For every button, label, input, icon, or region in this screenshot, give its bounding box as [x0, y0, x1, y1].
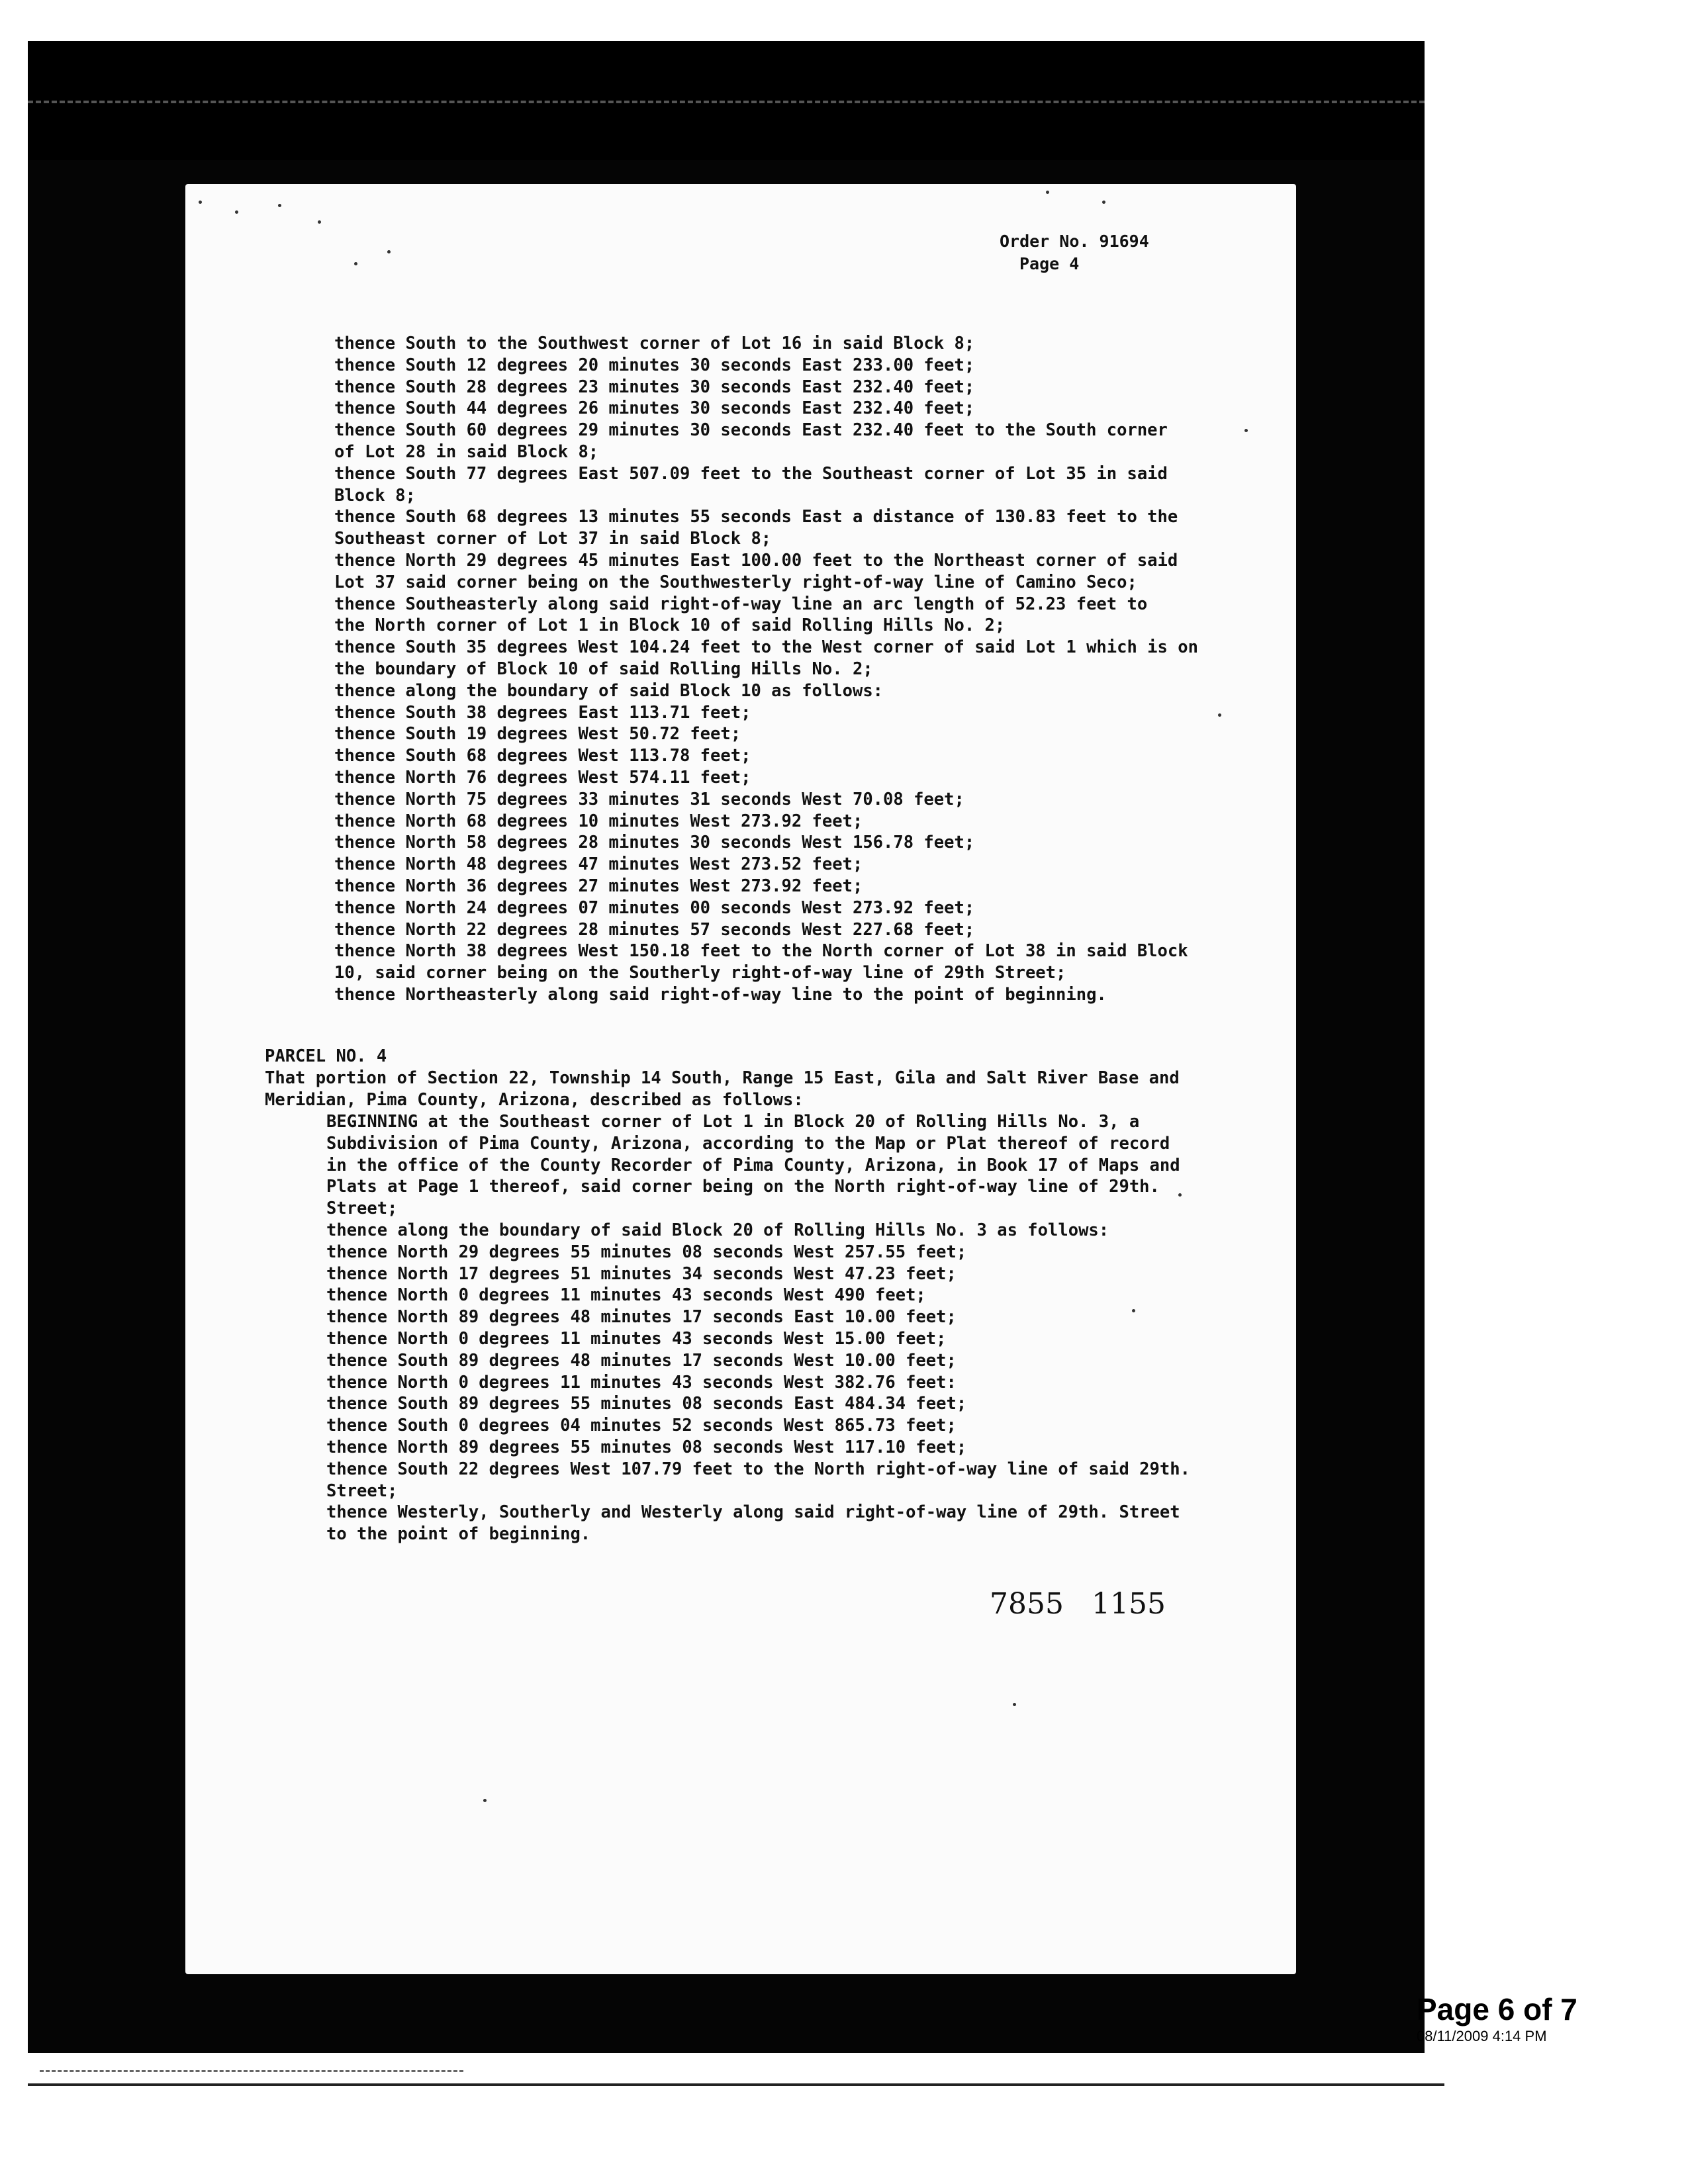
order-number: Order No. 91694 — [1000, 232, 1149, 251]
page-number: Page 4 — [1019, 254, 1080, 273]
recording-number: 7855 1155 — [990, 1587, 1166, 1621]
legal-description-continued: thence South to the Southwest corner of Lot 16 in said Block 8; thence South 12 degrees 20 minutes 30 seconds East 233.00 feet; thence South 28 degrees 23 minutes 30 seconds East 232.40 feet; thence South 44 degrees 26 minutes 30 seconds East 232.40 feet; thence South 60 degrees 29 minutes 30 seconds East 232.40 feet to the South corner of Lot 28 in said Block 8; thence South 77 degrees East 507.09 feet to the Southeast corner of Lot 35 in said Block 8; thence South 68 degrees 13 minutes 55 seconds East a distance of 130.83 feet to the Southeast corner of Lot 37 in said Block 8; thence North 29 degrees 45 minutes East 100.00 feet to the Northeast corner of said Lot 37 said corner being on the Southwesterly right-of-way line of Camino Seco; thence Southeasterly along said right-of-way line an arc length of 52.23 feet to the North corner of Lot 1 in Block 10 of said Rolling Hills No. 2; thence South 35 degrees West 104.24 feet to the West corner of said Lot 1 which is on the boundary of Block 10 of said Rolling Hills No. 2; thence along the boundary of said Block 10 as follows: thence South 38 degrees East 113.71 feet; thence South 19 degrees West 50.72 feet; thence South 68 degrees West 113.78 feet; thence North 76 degrees West 574.11 feet; thence North 75 degrees 33 minutes 31 seconds West 70.08 feet; thence North 68 degrees 10 minutes West 273.92 feet; thence North 58 degrees 28 minutes 30 seconds West 156.78 feet; thence North 48 degrees 47 minutes West 273.52 feet; thence North 36 degrees 27 minutes West 273.92 feet; thence North 24 degrees 07 minutes 00 seconds West 273.92 feet; thence North 22 degrees 28 minutes 57 seconds West 227.68 feet; thence North 38 degrees West 150.18 feet to the North corner of Lot 38 in said Block 10, said corner being on the Southerly right-of-way line of 29th Street; thence Northeasterly along said right-of-way line to the point of beginning. — [334, 334, 1198, 1005]
scan-noise-line — [28, 101, 1425, 106]
scan-bottom-noise — [40, 2070, 463, 2074]
order-header — [1000, 230, 1149, 275]
print-timestamp: 08/11/2009 4:14 PM — [1417, 2028, 1547, 2044]
document-paper — [185, 184, 1296, 1974]
parcel-legal-description: BEGINNING at the Southeast corner of Lot 1 in Block 20 of Rolling Hills No. 3, a Subdivision of Pima County, Arizona, according to the Map or Plat thereof of record in the office of the County Recorder of Pima County, Arizona, in Book 17 of Maps and Plats at Page 1 thereof, said corner being on the North right-of-way line of 29th. Street; thence along the boundary of said Block 20 of Rolling Hills No. 3 as follows: thence North 29 degrees 55 minutes 08 seconds West 257.55 feet; thence North 17 degrees 51 minutes 34 seconds West 47.23 feet; thence North 0 degrees 11 minutes 43 seconds West 490 feet; thence North 89 degrees 48 minutes 17 seconds East 10.00 feet; thence North 0 degrees 11 minutes 43 seconds West 15.00 feet; thence South 89 degrees 48 minutes 17 seconds West 10.00 feet; thence North 0 degrees 11 minutes 43 seconds West 382.76 feet: thence South 89 degrees 55 minutes 08 seconds East 484.34 feet; thence South 0 degrees 04 minutes 52 seconds West 865.73 feet; thence North 89 degrees 55 minutes 08 seconds West 117.10 feet; thence South 22 degrees West 107.79 feet to the North right-of-way line of said 29th. Street; thence Westerly, Southerly and Westerly along said right-of-way line of 29th. Street to the point of beginning. — [326, 1112, 1190, 1545]
parcel-heading: PARCEL NO. 4 — [265, 1046, 387, 1066]
page-footer — [1417, 1992, 1577, 2046]
parcel-description: That portion of Section 22, Township 14 South, Range 15 East, Gila and Salt River Base and Meridian, Pima County, Arizona, described as follows: — [265, 1068, 1180, 1110]
scanned-page-frame — [28, 41, 1425, 2053]
page-count-label: Page 6 of 7 — [1417, 1992, 1577, 2026]
bottom-rule — [28, 2083, 1444, 2086]
scan-top-border — [28, 41, 1425, 160]
